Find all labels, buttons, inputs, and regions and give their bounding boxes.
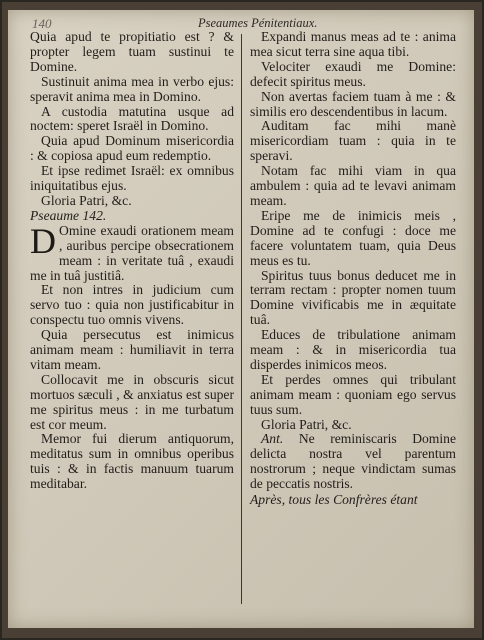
- first-verse-text: Omine exaudi orationem meam , auribus percipe obsecrationem meam : in veritate tuâ , exaudi me in tuâ justitiâ.: [30, 223, 234, 283]
- verse: Collocavit me in obscuris sicut mortuos sæculi , & anxiatus est super me spiritus meus : in me turbatum est cor meum.: [30, 371, 234, 432]
- verse: Expandi manus meas ad te : anima mea sicut terra sine aqua tibi.: [250, 29, 456, 59]
- verse: Notam fac mihi viam in qua ambulem : quia ad te levavi animam meam.: [250, 163, 456, 208]
- verse: Quia persecutus est inimicus animam meam : humiliavit in terra vitam meam.: [30, 327, 234, 372]
- verse: Auditam fac mihi manè misericordiam tuam : quia in te speravi.: [250, 118, 456, 164]
- verse: Memor fui dierum antiquorum, meditatus sum in omnibus operibus tuis : & in factis manuum tuarum meditabar.: [30, 431, 234, 492]
- right-column: [250, 30, 456, 508]
- verse: A custodia matutina usque ad noctem: speret Israël in Domino.: [30, 103, 234, 134]
- verse: Eripe me de inimicis meis , Domine ad te confugi : doce me facere voluntatem tuam, quia Deus meus es tu.: [250, 207, 456, 268]
- verse: Et ipse redimet Israël: ex omnibus iniquitatibus ejus.: [30, 163, 234, 194]
- verse: Et perdes omnes qui tribulant animam meam : quoniam ego servus tuus sum.: [250, 371, 456, 417]
- antiphon: [250, 432, 456, 492]
- left-column: [30, 30, 234, 492]
- antiphon-label: Ant.: [261, 431, 284, 447]
- doxology: Gloria Patri, &c.: [41, 192, 132, 208]
- verse: Quia apud Dominum misericordia : & copiosa apud eum redemptio.: [30, 133, 234, 164]
- verse: Spiritus tuus bonus deducet me in terram rectam : propter nomen tuum Domine vivificabis me in æquitate tuâ.: [250, 267, 456, 328]
- column-divider: [241, 34, 242, 604]
- psalm-first-verse: [30, 224, 234, 284]
- book-page: [8, 10, 474, 628]
- psalm-heading: Pseaume 142.: [30, 207, 107, 223]
- verse: Educes de tribulatione animam meam : & in misericordia tua disperdes inimicos meos.: [250, 327, 456, 372]
- verse: Sustinuit anima mea in verbo ejus: speravit anima mea in Domino.: [30, 73, 234, 104]
- drop-cap: D: [30, 223, 56, 261]
- verse: Quia apud te propitiatio est ? & propter legem tuam sustinui te Domine.: [30, 29, 234, 74]
- antiphon-text: Ne reminiscaris Domine delicta nostra vel parentum nostrorum ; neque vindictam sumas de peccatis nostris.: [250, 431, 456, 492]
- running-head: Pseaumes Pénitentiaux.: [198, 16, 318, 30]
- verse: Non avertas faciem tuam à me : & similis ero descendentibus in lacum.: [250, 88, 456, 119]
- doxology: Gloria Patri, &c.: [261, 416, 352, 432]
- rubric: Après, tous les Confrères étant: [250, 492, 418, 508]
- page-number: 140: [32, 16, 52, 31]
- verse: Velociter exaudi me Domine: defecit spiritus meus.: [250, 58, 456, 89]
- verse: Et non intres in judicium cum servo tuo : quia non justificabitur in conspectu tuo omnis vivens.: [30, 282, 234, 328]
